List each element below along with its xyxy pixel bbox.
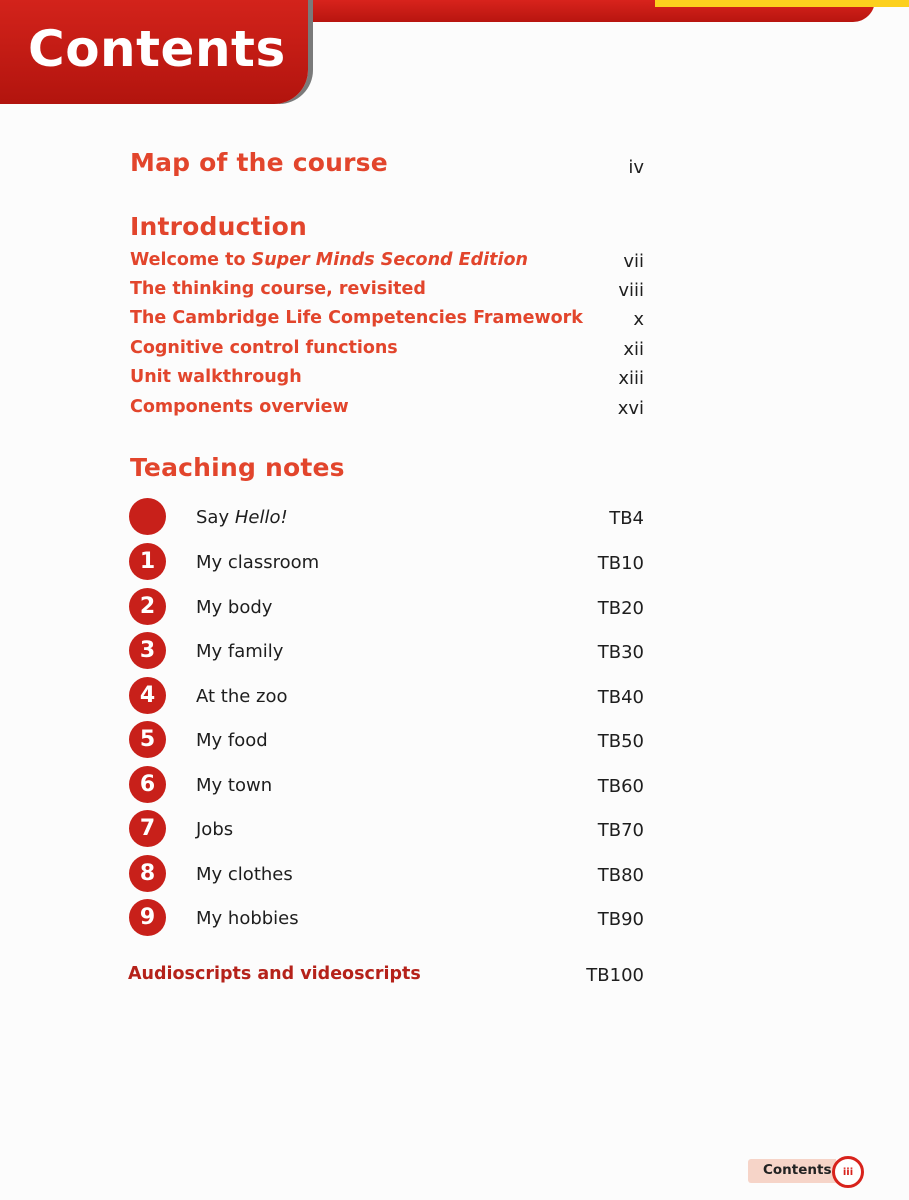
toc-intro-cognitive[interactable]: Cognitive control functions (130, 338, 398, 358)
toc-unit-9-page: TB90 (597, 909, 644, 930)
page-header (0, 0, 308, 104)
toc-intro-framework-page: x (633, 309, 644, 330)
unit-badge-1: 1 (129, 543, 166, 580)
toc-intro-framework[interactable]: The Cambridge Life Competencies Framework (130, 308, 583, 328)
unit-badge-5: 5 (129, 721, 166, 758)
toc-unit-6-page: TB60 (597, 776, 644, 797)
toc-unit-3-page: TB30 (597, 642, 644, 663)
toc-intro-cognitive-page: xii (623, 339, 644, 360)
toc-unit-3[interactable]: My family (196, 641, 284, 662)
toc-unit-8[interactable]: My clothes (196, 864, 293, 885)
toc-intro-walkthrough[interactable]: Unit walkthrough (130, 367, 302, 387)
toc-unit-7-page: TB70 (597, 820, 644, 841)
unit-badge-3: 3 (129, 632, 166, 669)
footer-section-label: Contents (763, 1162, 832, 1178)
toc-intro-thinking-page: viii (618, 280, 644, 301)
unit-badge-7: 7 (129, 810, 166, 847)
footer-section-tab (748, 1159, 836, 1183)
toc-unit-4-page: TB40 (597, 687, 644, 708)
page-title: Contents (28, 20, 286, 78)
toc-audioscripts-page: TB100 (586, 965, 644, 986)
toc-map-link[interactable]: Map of the course (130, 148, 388, 177)
unit-badge-starter (129, 498, 166, 535)
footer-page-label: iii (842, 1166, 854, 1178)
toc-unit-7[interactable]: Jobs (196, 819, 234, 840)
unit-badge-8: 8 (129, 855, 166, 892)
toc-intro-components[interactable]: Components overview (130, 397, 349, 417)
toc-unit-1-page: TB10 (597, 553, 644, 574)
top-accent-strip (655, 0, 909, 7)
toc-intro-welcome[interactable]: Welcome to Super Minds Second Edition (130, 250, 528, 270)
toc-intro-walkthrough-page: xiii (618, 368, 644, 389)
toc-intro-thinking[interactable]: The thinking course, revisited (130, 279, 426, 299)
toc-unit-2-page: TB20 (597, 598, 644, 619)
unit-badge-6: 6 (129, 766, 166, 803)
introduction-heading: Introduction (130, 212, 307, 241)
toc-unit-4[interactable]: At the zoo (196, 686, 288, 707)
toc-intro-components-page: xvi (617, 398, 644, 419)
unit-badge-9: 9 (129, 899, 166, 936)
toc-unit-9[interactable]: My hobbies (196, 908, 299, 929)
unit-badge-2: 2 (129, 588, 166, 625)
toc-audioscripts[interactable]: Audioscripts and videoscripts (128, 964, 421, 984)
toc-unit-5-page: TB50 (597, 731, 644, 752)
toc-intro-welcome-page: vii (623, 251, 644, 272)
toc-unit-starter-page: TB4 (609, 508, 644, 529)
toc-unit-6[interactable]: My town (196, 775, 273, 796)
toc-map-page: iv (628, 157, 644, 178)
toc-unit-8-page: TB80 (597, 865, 644, 886)
toc-unit-2[interactable]: My body (196, 597, 273, 618)
teaching-notes-heading: Teaching notes (130, 453, 345, 482)
toc-unit-starter[interactable]: Say Hello! (196, 507, 288, 528)
toc-unit-1[interactable]: My classroom (196, 552, 320, 573)
unit-badge-4: 4 (129, 677, 166, 714)
toc-unit-5[interactable]: My food (196, 730, 268, 751)
footer-page-number (832, 1156, 864, 1188)
